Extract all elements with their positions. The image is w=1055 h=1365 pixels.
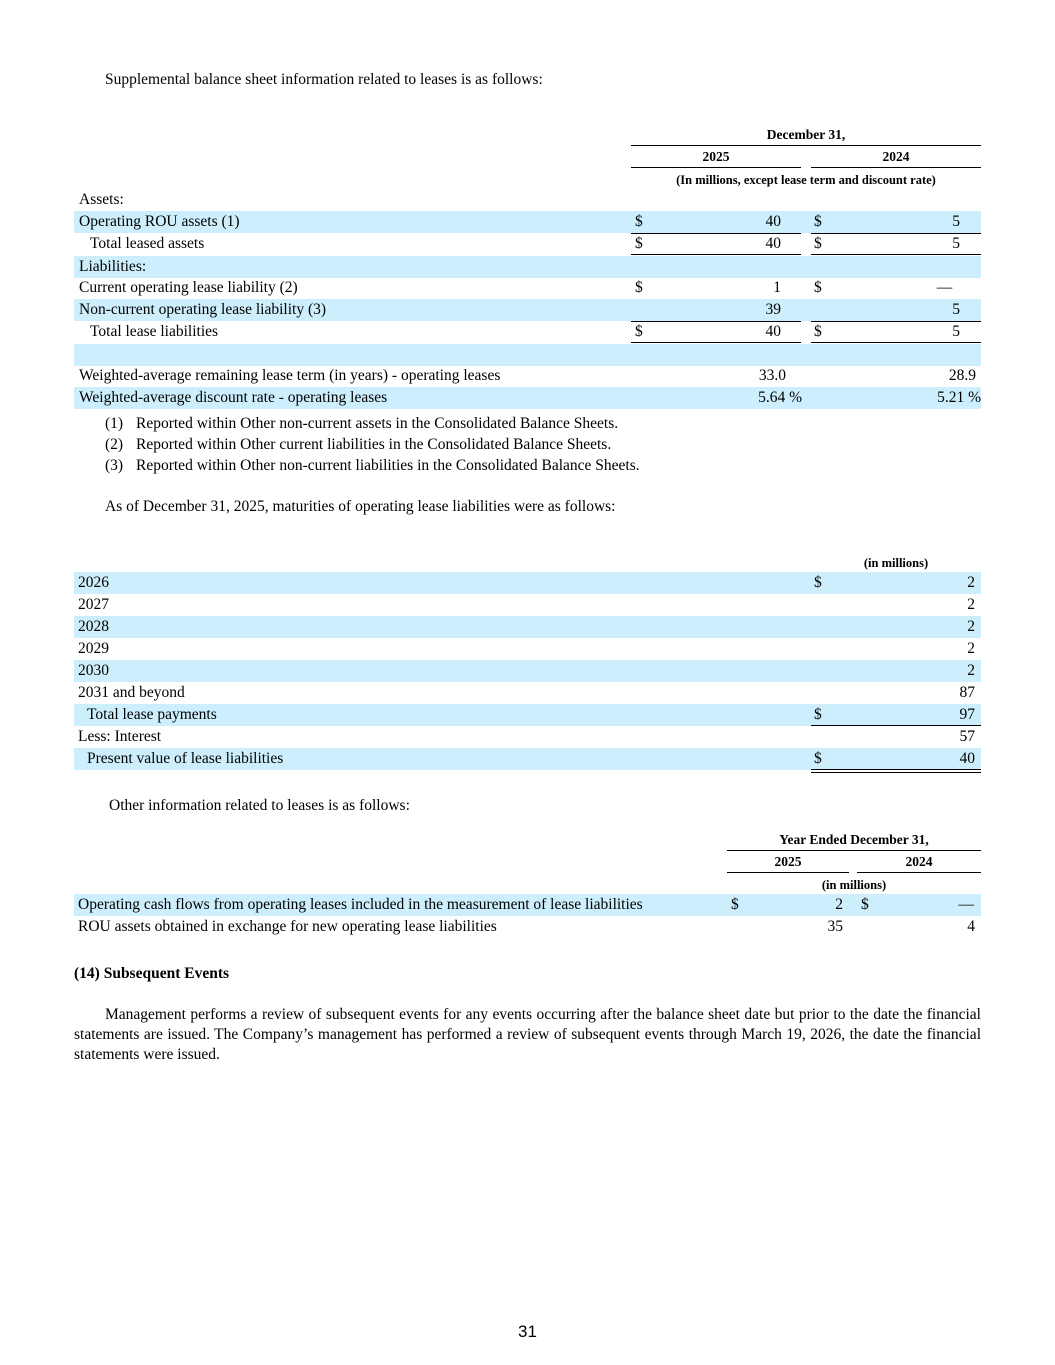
table-row [74, 233, 981, 255]
header-rule [631, 145, 981, 146]
row-label: Weighted-average remaining lease term (in years) - operating leases [79, 367, 501, 384]
row-label: ROU assets obtained in exchange for new operating lease liabilities [78, 918, 497, 935]
row-label: Weighted-average discount rate - operating leases [79, 389, 388, 406]
row-label: Total leased assets [90, 235, 205, 252]
value-2025: 40 [765, 323, 781, 340]
section-body: Management performs a review of subsequent events for any events occurring after the balance sheet date but prior to the date the financial statements are issued. The Company’s management has performed a review of subsequent events through March 19, 2026, the date the financial statements were issued. [74, 1006, 981, 1063]
footnote [105, 457, 640, 475]
row-value: 2 [967, 618, 975, 635]
row-label: Present value of lease liabilities [87, 750, 284, 767]
table-row [74, 704, 981, 726]
currency-symbol: $ [814, 279, 822, 296]
table-row [74, 682, 981, 704]
value-2025: 1 [773, 279, 781, 296]
currency-symbol: $ [814, 235, 822, 252]
row-label: 2028 [78, 618, 109, 635]
col-rule-2025 [727, 872, 849, 873]
balance-period-header: December 31, [766, 127, 846, 142]
intro-paragraph: Supplemental balance sheet information related to leases is as follows: [105, 71, 543, 88]
currency-symbol: $ [635, 323, 643, 340]
maturities-units: (in millions) [863, 556, 929, 570]
currency-symbol: $ [635, 213, 643, 230]
table-row [74, 748, 981, 770]
value-2025: 5.64 % [758, 389, 802, 406]
other-period-header: Year Ended December 31, [779, 832, 929, 847]
row-value: 2 [967, 596, 975, 613]
row-label: Total lease liabilities [90, 323, 219, 340]
row-label: Current operating lease liability (2) [79, 279, 298, 296]
table-row [74, 616, 981, 638]
row-label: Operating ROU assets (1) [79, 213, 240, 230]
currency-symbol: $ [814, 213, 822, 230]
other-units: (in millions) [821, 878, 887, 892]
row-label: Liabilities: [79, 258, 147, 275]
table-row [74, 916, 981, 938]
row-label: Operating cash flows from operating leases included in the measurement of lease liabilities [78, 896, 643, 913]
col-rule-2024 [857, 872, 981, 873]
footnote-text: Reported within Other current liabilities in the Consolidated Balance Sheets. [136, 436, 612, 453]
footnote-marker: (2) [105, 436, 124, 453]
row-label: 2031 and beyond [78, 684, 185, 701]
page-number: 31 [518, 1322, 537, 1341]
value-2024: 5 [952, 235, 960, 252]
value-2024: 5.21 % [937, 389, 981, 406]
table-row [74, 299, 981, 321]
row-value: 2 [967, 574, 975, 591]
footnote-text: Reported within Other non-current assets in the Consolidated Balance Sheets. [136, 415, 619, 432]
table-row [74, 365, 981, 387]
total-double-rule [811, 769, 981, 773]
currency-symbol: $ [635, 279, 643, 296]
value-2024: — [936, 279, 953, 296]
section-heading: (14) Subsequent Events [74, 965, 230, 982]
table-row [74, 638, 981, 660]
other-intro: Other information related to leases is as follows: [109, 797, 410, 814]
balance-col-2024: 2024 [882, 149, 910, 164]
row-value: 57 [959, 728, 975, 745]
table-row [74, 344, 981, 366]
row-label: Assets: [79, 191, 124, 208]
currency-symbol: $ [814, 574, 822, 591]
col-rule-2025 [631, 167, 801, 168]
table-row [74, 894, 981, 916]
value-2025: 35 [827, 918, 843, 935]
value-2024: 4 [967, 918, 975, 935]
table-row [74, 211, 981, 233]
value-2024: 5 [952, 301, 960, 318]
table-row [74, 660, 981, 682]
row-label: Total lease payments [87, 706, 217, 723]
footnote-marker: (3) [105, 457, 124, 474]
footnote-marker: (1) [105, 415, 124, 432]
other-col-2024: 2024 [905, 854, 933, 869]
value-2024: 5 [952, 213, 960, 230]
table-row [74, 256, 981, 278]
row-label: 2030 [78, 662, 109, 679]
currency-symbol: $ [731, 896, 739, 913]
table-row [74, 594, 981, 616]
currency-symbol: $ [814, 750, 822, 767]
row-value: 40 [959, 750, 975, 767]
row-label: 2029 [78, 640, 109, 657]
currency-symbol: $ [814, 323, 822, 340]
value-2024: 5 [952, 323, 960, 340]
other-col-2025: 2025 [774, 854, 802, 869]
table-row [74, 387, 981, 409]
value-2024: 28.9 [948, 367, 976, 384]
footnote [105, 436, 611, 454]
header-rule [727, 850, 981, 851]
row-label: 2027 [78, 596, 109, 613]
table-row [74, 189, 981, 211]
footnote-text: Reported within Other non-current liabilities in the Consolidated Balance Sheets. [136, 457, 640, 474]
row-label: Non-current operating lease liability (3) [79, 301, 327, 318]
table-row [74, 572, 981, 594]
balance-col-2025: 2025 [702, 149, 730, 164]
row-value: 2 [967, 640, 975, 657]
currency-symbol: $ [861, 896, 869, 913]
value-2025: 40 [765, 213, 781, 230]
col-rule-2024 [811, 167, 981, 168]
row-label: Less: Interest [78, 728, 162, 745]
currency-symbol: $ [635, 235, 643, 252]
row-value: 97 [959, 706, 975, 723]
value-2025: 39 [765, 301, 781, 318]
value-2025: 40 [765, 235, 781, 252]
table-row [74, 726, 981, 748]
balance-units: (In millions, except lease term and discount rate) [676, 173, 936, 187]
footnote [105, 415, 618, 433]
value-2024: — [958, 896, 974, 913]
row-value: 87 [959, 684, 975, 701]
value-2025: 33.0 [758, 367, 786, 384]
row-value: 2 [967, 662, 975, 679]
row-label: 2026 [78, 574, 109, 591]
value-2025: 2 [835, 896, 843, 913]
currency-symbol: $ [814, 706, 822, 723]
maturities-intro: As of December 31, 2025, maturities of operating lease liabilities were as follows: [105, 498, 616, 515]
table-row [74, 277, 981, 299]
table-row [74, 321, 981, 343]
